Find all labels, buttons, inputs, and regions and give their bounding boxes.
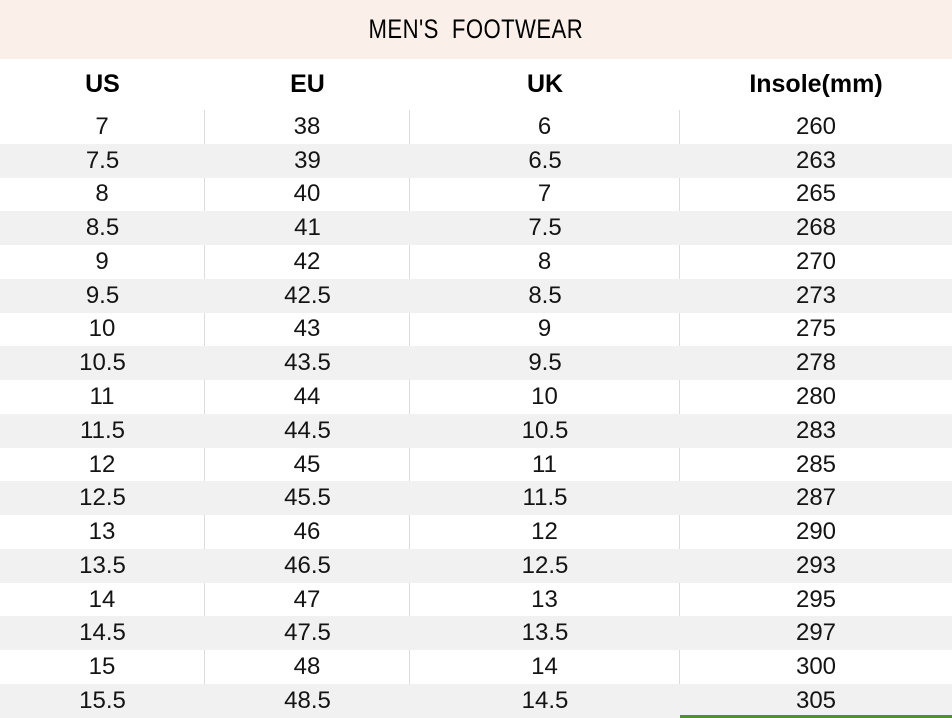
cell-eu: 42.5 [284,281,331,309]
cell-us: 14.5 [79,619,126,647]
cell-uk: 12 [410,515,680,549]
cell-us: 7 [0,110,205,144]
table-row [0,515,952,549]
cell-insole: 300 [795,653,837,681]
column-header-uk: UK [526,70,564,98]
cell-us: 13 [0,515,205,549]
cell-us: 12 [0,448,205,482]
cell-uk: 12.5 [521,551,569,579]
cell-eu: 43 [205,313,410,347]
cell-uk: 8 [410,245,680,279]
cell-us: 9 [0,245,205,279]
table-row [0,481,952,515]
cell-eu: 44.5 [284,416,331,444]
cell-insole: 268 [795,214,837,242]
table-row [0,144,952,178]
cell-uk: 8.5 [528,281,562,309]
table-row [0,583,952,617]
cell-eu: 41 [294,214,321,242]
table-row [0,616,952,650]
cell-uk: 14.5 [521,686,569,714]
cell-us: 15 [0,650,205,684]
cell-uk: 6.5 [528,146,562,174]
table-header-row [0,59,952,110]
cell-uk: 11.5 [522,484,568,512]
cell-eu: 43.5 [284,349,331,377]
column-header-insole: Insole(mm) [749,70,883,98]
table-row [0,650,952,684]
table-row [0,448,952,482]
cell-insole: 280 [795,383,837,410]
cell-eu: 46 [205,515,410,549]
cell-insole: 287 [795,484,837,512]
cell-eu: 48 [205,650,410,684]
cell-insole: 265 [795,180,837,208]
cell-eu: 40 [205,178,410,212]
cell-insole: 290 [795,518,837,546]
cell-insole: 305 [795,686,837,714]
cell-uk: 13.5 [521,619,569,647]
cell-eu: 48.5 [284,686,331,714]
cell-eu: 45.5 [284,484,331,512]
table-row [0,313,952,347]
table-body [0,110,952,718]
cell-uk: 11 [410,448,680,482]
cell-insole: 270 [795,247,837,275]
table-row [0,549,952,583]
cell-us: 12.5 [79,484,126,512]
table-row [0,684,952,718]
cell-insole: 285 [795,450,837,478]
cell-insole: 275 [795,315,837,343]
cell-us: 7.5 [85,146,120,174]
chart-title: MEN'S FOOTWEAR [368,14,584,44]
cell-uk: 10 [410,380,680,414]
cell-us: 10 [0,313,205,347]
cell-us: 11 [0,380,205,414]
cell-uk: 9.5 [528,349,562,377]
cell-insole: 260 [795,112,837,140]
cell-insole: 295 [795,585,837,613]
cell-uk: 10.5 [521,416,569,444]
cell-eu: 42 [205,245,410,279]
cell-us: 14 [0,583,205,617]
cell-eu: 45 [205,448,410,482]
cell-uk: 13 [410,583,680,617]
cell-insole: 297 [795,619,837,647]
cell-us: 13.5 [79,551,126,579]
table-row [0,245,952,279]
cell-uk: 7.5 [528,214,562,242]
cell-us: 8 [0,178,205,212]
table-row [0,346,952,380]
cell-us: 9.5 [85,281,120,309]
cell-uk: 7 [410,178,680,212]
cell-insole: 263 [795,146,837,174]
chart-title-band [0,0,952,59]
column-header-eu: EU [290,70,325,98]
table-row [0,279,952,313]
cell-us: 10.5 [79,349,126,377]
cell-eu: 44 [205,380,410,414]
cell-insole: 278 [795,349,837,377]
cell-eu: 46.5 [284,551,331,579]
cell-insole: 283 [795,416,837,444]
table-row [0,178,952,212]
cell-uk: 6 [410,110,680,144]
table-row [0,380,952,414]
cell-uk: 9 [410,313,680,347]
cell-us: 11.5 [80,416,125,444]
cell-insole: 293 [795,551,837,579]
cell-eu: 39 [294,146,321,174]
cell-insole: 273 [795,281,837,309]
table-row [0,110,952,144]
cell-us: 15.5 [79,686,126,714]
table-row [0,414,952,448]
cell-uk: 14 [410,650,680,684]
table-row [0,211,952,245]
cell-eu: 47.5 [284,619,331,647]
cell-eu: 47 [205,583,410,617]
cell-us: 8.5 [85,214,120,242]
column-header-us: US [85,70,120,98]
cell-eu: 38 [205,110,410,144]
